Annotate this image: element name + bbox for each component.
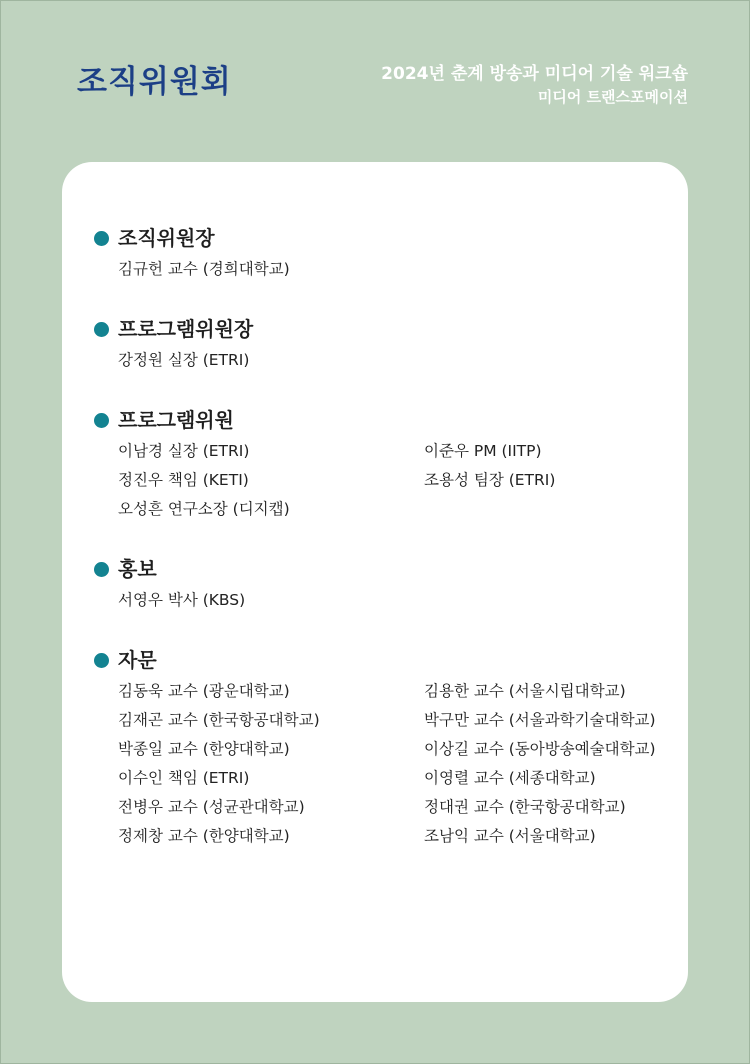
member-list xyxy=(94,346,664,375)
member-item: 김규헌 교수 (경희대학교) xyxy=(118,260,290,278)
committee-sections xyxy=(94,222,664,880)
committee-section xyxy=(94,313,664,375)
member-item: 이수인 책임 (ETRI) xyxy=(118,769,250,787)
section-title: 프로그램위원 xyxy=(118,408,234,432)
bullet-dot-icon xyxy=(94,231,109,246)
committee-section xyxy=(94,222,664,284)
member-item: 이영렬 교수 (세종대학교) xyxy=(424,769,596,787)
bullet-dot-icon xyxy=(94,413,109,428)
section-title: 자문 xyxy=(118,648,157,672)
member-list xyxy=(94,677,664,851)
member-item: 김재곤 교수 (한국항공대학교) xyxy=(118,711,320,729)
member-item: 정진우 책임 (KETI) xyxy=(118,471,249,489)
page-title: 조직위원회 xyxy=(77,64,232,100)
committee-section xyxy=(94,644,664,851)
member-item: 전병우 교수 (성균관대학교) xyxy=(118,798,305,816)
member-list xyxy=(94,586,664,615)
member-item: 오성흔 연구소장 (디지캡) xyxy=(118,500,290,518)
member-item: 이상길 교수 (동아방송예술대학교) xyxy=(424,740,656,758)
section-heading xyxy=(94,313,664,345)
member-list xyxy=(94,437,664,524)
member-item: 조남익 교수 (서울대학교) xyxy=(424,827,596,845)
content-card xyxy=(62,162,688,1002)
bullet-dot-icon xyxy=(94,322,109,337)
member-item: 박구만 교수 (서울과학기술대학교) xyxy=(424,711,656,729)
bullet-dot-icon xyxy=(94,562,109,577)
member-item: 김용한 교수 (서울시립대학교) xyxy=(424,682,626,700)
event-header xyxy=(381,62,688,108)
section-heading xyxy=(94,553,664,585)
section-title: 프로그램위원장 xyxy=(118,317,254,341)
section-heading xyxy=(94,404,664,436)
member-item: 정대권 교수 (한국항공대학교) xyxy=(424,798,626,816)
member-item: 이준우 PM (IITP) xyxy=(424,442,542,460)
committee-section xyxy=(94,404,664,524)
member-list xyxy=(94,255,664,284)
member-item: 김동욱 교수 (광운대학교) xyxy=(118,682,290,700)
member-item: 이남경 실장 (ETRI) xyxy=(118,442,250,460)
committee-section xyxy=(94,553,664,615)
section-heading xyxy=(94,644,664,676)
section-title: 조직위원장 xyxy=(118,226,215,250)
bullet-dot-icon xyxy=(94,653,109,668)
section-title: 홍보 xyxy=(118,557,157,581)
member-item: 정제창 교수 (한양대학교) xyxy=(118,827,290,845)
member-item: 박종일 교수 (한양대학교) xyxy=(118,740,290,758)
member-item: 서영우 박사 (KBS) xyxy=(118,591,246,609)
event-title: 2024년 춘계 방송과 미디어 기술 워크숍 xyxy=(381,64,688,84)
member-item: 조용성 팀장 (ETRI) xyxy=(424,471,556,489)
section-heading xyxy=(94,222,664,254)
event-subtitle: 미디어 트랜스포메이션 xyxy=(537,88,688,106)
member-item: 강정원 실장 (ETRI) xyxy=(118,351,250,369)
